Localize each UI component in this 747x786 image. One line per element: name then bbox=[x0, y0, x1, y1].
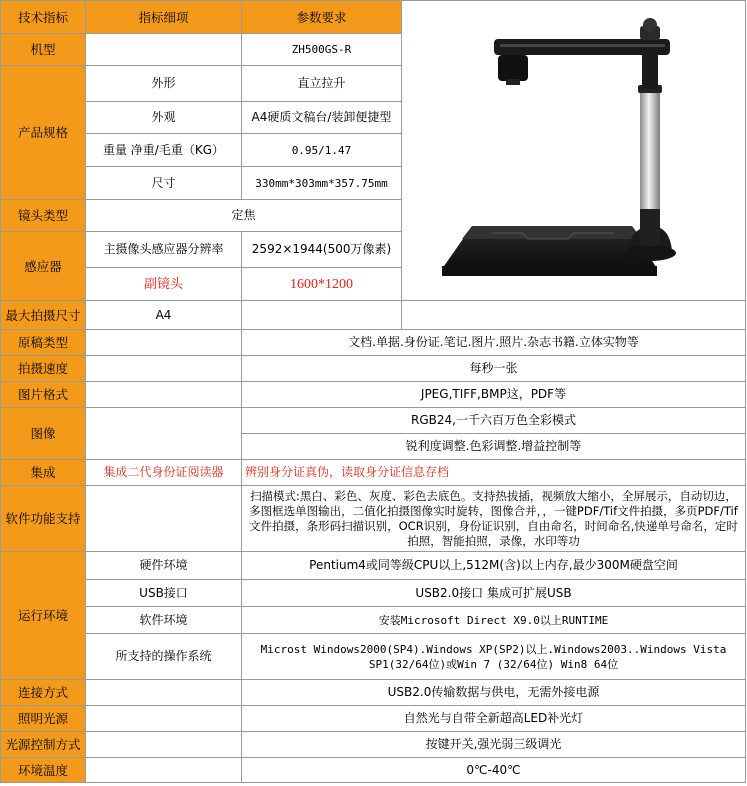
label-image: 图像 bbox=[1, 408, 86, 460]
connection-value: USB2.0传输数据与供电，无需外接电源 bbox=[242, 680, 746, 706]
env-value: 安装Microsoft Direct X9.0以上RUNTIME bbox=[242, 607, 746, 634]
max-size-empty bbox=[242, 301, 402, 330]
label-sensor: 感应器 bbox=[1, 232, 86, 301]
label-max-size: 最大拍摄尺寸 bbox=[1, 301, 86, 330]
document-camera-image bbox=[402, 1, 746, 296]
spec-value: A4硬质文稿台/装卸便捷型 bbox=[242, 102, 402, 134]
row-temperature bbox=[1, 758, 746, 783]
label-lighting: 照明光源 bbox=[1, 706, 86, 732]
row-doc-type bbox=[1, 330, 746, 356]
product-image-cell bbox=[402, 1, 746, 301]
row-integration bbox=[1, 460, 746, 486]
env-item: 所支持的操作系统 bbox=[86, 634, 242, 680]
label-format: 图片格式 bbox=[1, 382, 86, 408]
row-lighting bbox=[1, 706, 746, 732]
env-item: USB接口 bbox=[86, 580, 242, 607]
model-value: ZH500GS-R bbox=[242, 34, 402, 66]
header-col-indicator: 技术指标 bbox=[1, 1, 86, 34]
speed-empty bbox=[86, 356, 242, 382]
sensor-main-item: 主摄像头感应器分辨率 bbox=[86, 232, 242, 268]
software-value: 扫描模式:黑白、彩色、灰度、彩色去底色。支持热拔插，视频放大缩小，全屏展示，自动切边，多图框选单图输出，二值化拍摄图像实时旋转，图像合并，，一键PDF/Tif文件拍摄，多页PDF/Tif文件拍摄，条形码扫描识别，OCR识别，身份证识别，自由命名，时间命名,快递单号命名，定时拍照，智能拍照，录像，水印等功 bbox=[242, 486, 746, 552]
header-col-requirement: 参数要求 bbox=[242, 1, 402, 34]
row-max-size bbox=[1, 301, 746, 330]
header-row bbox=[1, 1, 746, 34]
spec-item: 尺寸 bbox=[86, 167, 242, 200]
env-value: Pentium4或同等级CPU以上,512M(含)以上内存,最少300M硬盘空间 bbox=[242, 552, 746, 580]
label-env: 运行环境 bbox=[1, 552, 86, 680]
spec-value: 330mm*303mm*357.75mm bbox=[242, 167, 402, 200]
row-env-os bbox=[1, 634, 746, 680]
env-value: USB2.0接口 集成可扩展USB bbox=[242, 580, 746, 607]
light-control-value: 按键开关,强光弱三级调光 bbox=[242, 732, 746, 758]
label-temperature: 环境温度 bbox=[1, 758, 86, 783]
label-spec: 产品规格 bbox=[1, 66, 86, 200]
row-image-1 bbox=[1, 408, 746, 434]
temperature-empty bbox=[86, 758, 242, 783]
format-value: JPEG,TIFF,BMP这，PDF等 bbox=[242, 382, 746, 408]
label-model: 机型 bbox=[1, 34, 86, 66]
label-speed: 拍摄速度 bbox=[1, 356, 86, 382]
integration-item: 集成二代身份证阅读器 bbox=[86, 460, 242, 486]
row-env-sw bbox=[1, 607, 746, 634]
spec-item: 外形 bbox=[86, 66, 242, 102]
label-light-control: 光源控制方式 bbox=[1, 732, 86, 758]
lighting-value: 自然光与自带全新超高LED补光灯 bbox=[242, 706, 746, 732]
doc-type-value: 文档.单据.身份证.笔记.图片.照片.杂志书籍.立体实物等 bbox=[242, 330, 746, 356]
sensor-sub-value: 1600*1200 bbox=[242, 268, 402, 301]
env-item: 硬件环境 bbox=[86, 552, 242, 580]
spec-item: 重量 净重/毛重（KG） bbox=[86, 134, 242, 167]
max-size-empty bbox=[402, 301, 746, 330]
doc-type-empty bbox=[86, 330, 242, 356]
integration-value: 辨别身分证真伪，读取身分证信息存档 bbox=[242, 460, 746, 486]
software-empty bbox=[86, 486, 242, 552]
label-connection: 连接方式 bbox=[1, 680, 86, 706]
light-control-empty bbox=[86, 732, 242, 758]
label-doc-type: 原稿类型 bbox=[1, 330, 86, 356]
row-env-usb bbox=[1, 580, 746, 607]
row-speed bbox=[1, 356, 746, 382]
header-col-item: 指标细项 bbox=[86, 1, 242, 34]
row-software bbox=[1, 486, 746, 552]
model-item-empty bbox=[86, 34, 242, 66]
lens-value: 定焦 bbox=[86, 200, 402, 232]
env-value: Microst Windows2000(SP4).Windows XP(SP2)以上.Windows2003..Windows Vista SP1(32/64位)或Win 7 (32/64位) Win8 64位 bbox=[242, 634, 746, 680]
label-integration: 集成 bbox=[1, 460, 86, 486]
speed-value: 每秒一张 bbox=[242, 356, 746, 382]
label-software: 软件功能支持 bbox=[1, 486, 86, 552]
max-size-value: A4 bbox=[86, 301, 242, 330]
env-item: 软件环境 bbox=[86, 607, 242, 634]
lighting-empty bbox=[86, 706, 242, 732]
sensor-sub-item: 副镜头 bbox=[86, 268, 242, 301]
image-value-1: RGB24,一千六百万色全彩模式 bbox=[242, 408, 746, 434]
image-empty bbox=[86, 408, 242, 460]
label-lens: 镜头类型 bbox=[1, 200, 86, 232]
row-light-control bbox=[1, 732, 746, 758]
temperature-value: 0℃-40℃ bbox=[242, 758, 746, 783]
row-connection bbox=[1, 680, 746, 706]
format-empty bbox=[86, 382, 242, 408]
sensor-main-value: 2592×1944(500万像素) bbox=[242, 232, 402, 268]
spec-value: 0.95/1.47 bbox=[242, 134, 402, 167]
row-env-hw bbox=[1, 552, 746, 580]
spec-item: 外观 bbox=[86, 102, 242, 134]
row-format bbox=[1, 382, 746, 408]
spec-value: 直立拉升 bbox=[242, 66, 402, 102]
image-value-2: 锐利度调整.色彩调整.增益控制等 bbox=[242, 434, 746, 460]
connection-empty bbox=[86, 680, 242, 706]
